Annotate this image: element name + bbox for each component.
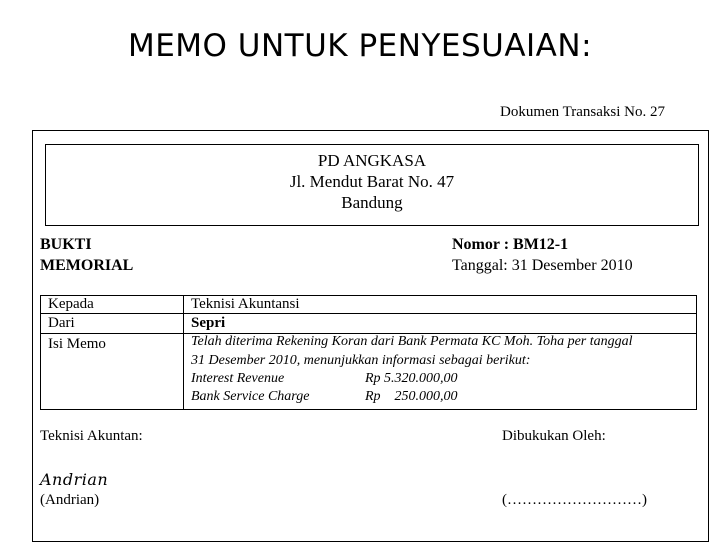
company-name: PD ANGKASA: [317, 151, 427, 170]
row-divider: [41, 313, 696, 314]
handwritten-signature: Andrian: [40, 470, 109, 489]
company-address: Jl. Mendut Barat No. 47: [289, 172, 455, 191]
company-city: Bandung: [341, 193, 403, 212]
recorded-by-label: Dibukukan Oleh:: [502, 428, 606, 444]
kepada-label: Kepada: [48, 296, 94, 312]
document-reference: [452, 234, 633, 276]
tanggal: Tanggal: 31 Desember 2010: [452, 257, 633, 274]
document-type-line2: MEMORIAL: [40, 257, 134, 274]
kepada-value: Teknisi Akuntansi: [191, 296, 300, 312]
memo-item-label: Interest Revenue: [191, 371, 285, 386]
document-type-line1: BUKTI: [40, 236, 92, 253]
memo-item-label: Bank Service Charge: [191, 389, 310, 404]
dari-value: Sepri: [191, 315, 226, 331]
nomor-row: [452, 234, 633, 255]
isi-memo-line: Telah diterima Rekening Koran dari Bank Permata KC Moh. Toha per tanggal: [191, 334, 633, 349]
isi-memo-label: Isi Memo: [48, 336, 106, 352]
memo-item-amount: Rp 250.000,00: [365, 389, 458, 404]
recorded-by-name: (………………………): [502, 492, 647, 508]
prepared-by-label: Teknisi Akuntan:: [40, 428, 143, 444]
prepared-by-name: (Andrian): [40, 492, 100, 508]
memo-item-amount: Rp 5.320.000,00: [365, 371, 458, 386]
memo-table: [40, 295, 697, 410]
slide-title: MEMO UNTUK PENYESUAIAN:: [127, 28, 593, 64]
nomor-label: Nomor :: [452, 236, 510, 253]
document-type: [40, 234, 133, 276]
document-number: Dokumen Transaksi No. 27: [500, 104, 666, 120]
company-header: [45, 144, 699, 226]
isi-memo-line: 31 Desember 2010, menunjukkan informasi sebagai berikut:: [191, 353, 531, 368]
nomor-value: BM12-1: [513, 236, 569, 253]
dari-label: Dari: [48, 315, 75, 331]
